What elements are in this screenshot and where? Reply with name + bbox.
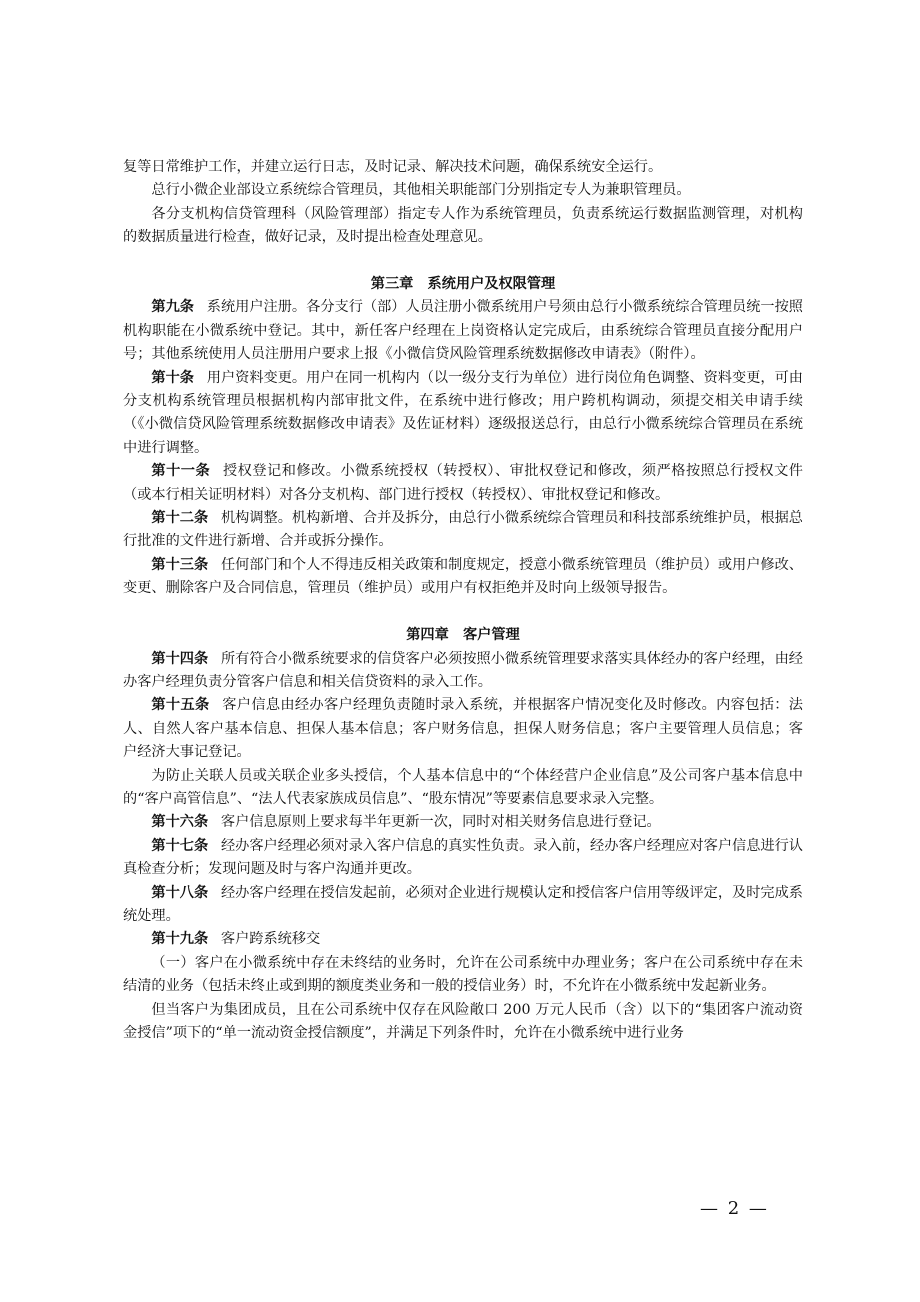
article	[123, 367, 803, 461]
paragraph: 复等日常维护工作，并建立运行日志，及时记录、解决技术问题，确保系统安全运行。	[123, 159, 663, 175]
article	[123, 296, 803, 366]
article-number: 第十四条	[151, 650, 209, 667]
article-text: 经办客户经理必须对录入客户信息的真实性负责。录入前，经办客户经理应对客户信息进行认真检查分析；发现问题及时与客户沟通并更改。	[123, 837, 803, 878]
chapter-heading: 第三章 系统用户及权限管理	[370, 276, 556, 293]
article	[123, 835, 803, 882]
paragraph: 总行小微企业部设立系统综合管理员，其他相关职能部门分别指定专人为兼职管理员。	[151, 182, 691, 199]
article-text: 客户信息由经办客户经理负责随时录入系统，并根据客户情况变化及时修改。内容包括：法人、自然人客户基本信息、担保人基本信息；客户财务信息，担保人财务信息；客户主要管理人员信息；客户经济大事记登记。	[123, 697, 803, 761]
article-number: 第十条	[151, 369, 194, 386]
article-number: 第十九条	[151, 931, 209, 948]
paragraph: 为防止关联人员或关联企业多头授信，个人基本信息中的“个体经营户企业信息”及公司客户基本信息中的“客户高管信息”、“法人代表家族成员信息”、“股东情况”等要素信息要求录入完整。	[123, 767, 803, 807]
article-text: 任何部门和个人不得违反相关政策和制度规定，授意小微系统管理员（维护员）或用户修改、变更、删除客户及合同信息，管理员（维护员）或用户有权拒绝并及时向上级领导报告。	[123, 556, 803, 597]
article-text: 经办客户经理在授信发起前，必须对企业进行规模认定和授信客户信用等级评定，及时完成系统处理。	[123, 884, 803, 924]
article-number: 第十五条	[151, 697, 210, 714]
article-number: 第十一条	[151, 463, 211, 480]
article-number: 第十二条	[151, 510, 209, 527]
article	[123, 882, 803, 929]
article-number: 第十三条	[151, 556, 209, 573]
document-body	[123, 156, 803, 1045]
chapter-heading: 第四章 客户管理	[406, 627, 520, 644]
page-number: — 2 —	[700, 1198, 769, 1219]
article	[123, 507, 803, 554]
spacer	[123, 601, 803, 624]
article-number: 第九条	[151, 299, 194, 316]
article-number: 第十八条	[151, 884, 209, 901]
article	[123, 648, 803, 695]
article-text: 授权登记和修改。小微系统授权（转授权）、审批权登记和修改，须严格按照总行授权文件（或本行相关证明材料）对各分支机构、部门进行授权（转授权）、审批权登记和修改。	[123, 463, 803, 503]
paragraph: 各分支机构信贷管理科（风险管理部）指定专人作为系统管理员，负责系统运行数据监测管理，对机构的数据质量进行检查，做好记录，及时提出检查处理意见。	[123, 205, 803, 246]
article	[123, 694, 803, 764]
article	[123, 554, 803, 601]
article-text: 机构调整。机构新增、合并及拆分，由总行小微系统综合管理员和科技部系统维护员，根据总行批准的文件进行新增、合并或拆分操作。	[123, 510, 803, 550]
list-item: （一）客户在小微系统中存在未终结的业务时，允许在公司系统中办理业务；客户在公司系统中存在未结清的业务（包括未终止或到期的额度类业务和一般的授信业务）时，不允许在小微系统中发起新业务。	[123, 954, 803, 995]
article-number: 第十六条	[151, 814, 209, 831]
article	[123, 460, 803, 507]
paragraph: 但当客户为集团成员，且在公司系统中仅存在风险敞口 200 万元人民币（含）以下的“集团客户流动资金授信”项下的“单一流动资金授信额度”，并满足下列条件时，允许在小微系统中进行业务	[123, 1001, 803, 1041]
article	[123, 811, 803, 834]
article-text: 客户信息原则上要求每半年更新一次，同时对相关财务信息进行登记。	[220, 814, 661, 831]
article-text: 客户跨系统移交	[220, 931, 321, 948]
article-text: 所有符合小微系统要求的信贷客户必须按照小微系统管理要求落实具体经办的客户经理，由经办客户经理负责分管客户信息和相关信贷资料的录入工作。	[123, 650, 803, 690]
article	[123, 928, 803, 951]
article-text: 用户资料变更。用户在同一机构内（以一级分支行为单位）进行岗位角色调整、资料变更，可由分支机构系统管理员根据机构内部审批文件，在系统中进行修改；用户跨机构调动，须提交相关申请手续（《小微信贷风险管理系统数据修改申请表》及佐证材料）逐级报送总行，由总行小微系统综合管理员在系统中进行调整。	[123, 369, 803, 456]
article-text: 系统用户注册。各分支行（部）人员注册小微系统用户号须由总行小微系统综合管理员统一按照机构职能在小微系统中登记。其中，新任客户经理在上岗资格认定完成后，由系统综合管理员直接分配用户号；其他系统使用人员注册用户要求上报《小微信贷风险管理系统数据修改申请表》（附件）。	[123, 299, 803, 363]
article-number: 第十七条	[151, 837, 209, 854]
spacer	[123, 250, 803, 273]
